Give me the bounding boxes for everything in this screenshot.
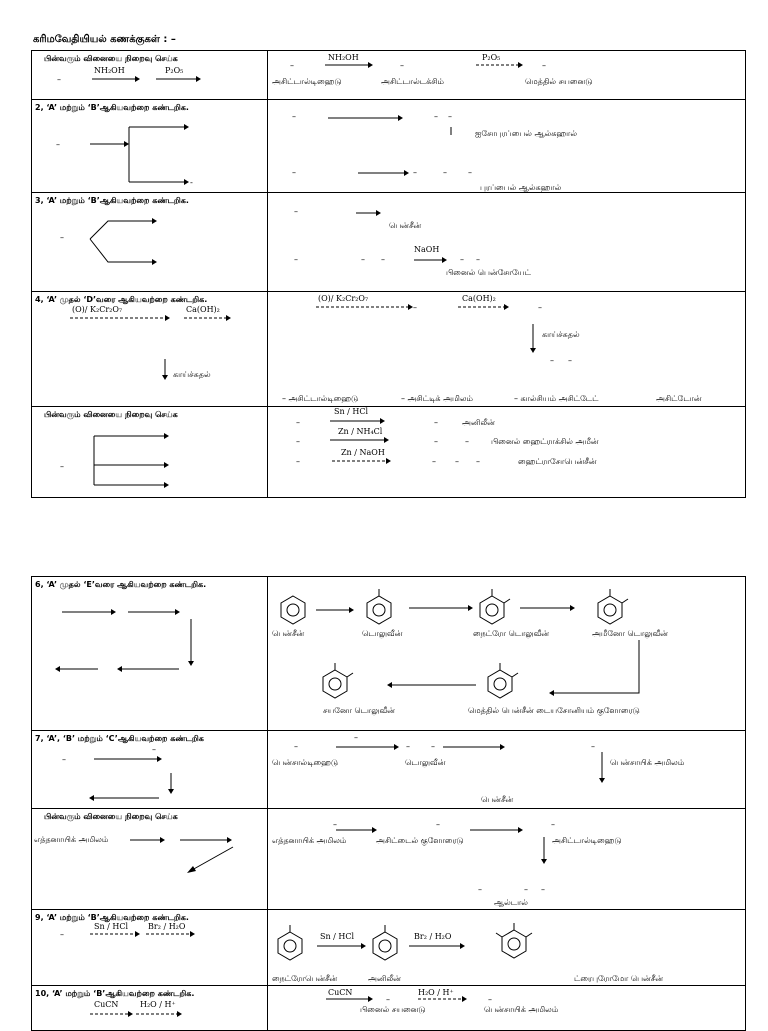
reagent-sn-hcl: Sn / HCl bbox=[334, 407, 369, 416]
reagent-dichromate: (O)/ K₂Cr₂O₇ bbox=[72, 305, 123, 314]
question-1-row: பின்வரும் வினையை நிறைவு செய்க NH₂OH P₂O₅ – NH₂OH P₂O₅ – – – அசிட்டால்டிஹைடு அசிட்டால்டக்சிம் மெத்தில் சயனைடு bbox=[32, 51, 746, 100]
question-2-row: 2, ‘A’ மற்றும் ‘B’ஆகியவற்றை கண்டறிக. – - – – – ஐசோபுரப்பைல் ஆல்கஹால் – – – – புரப்பைல் ஆல்கஹால் bbox=[32, 100, 746, 193]
reagent-caoh2: Ca(OH)₂ bbox=[462, 294, 496, 303]
toluene: டொலுவீன் bbox=[362, 629, 403, 638]
question-6-row bbox=[32, 577, 746, 731]
phenyl-cyanide: பினைல் சயனைடு bbox=[360, 1005, 426, 1014]
question-1-label: பின்வரும் வினையை நிறைவு செய்க bbox=[44, 54, 178, 63]
reagent-caoh2: Ca(OH)₂ bbox=[186, 305, 220, 314]
benzene-structure bbox=[281, 596, 305, 624]
acetaldehyde: – அசிட்டால்டிஹைடு bbox=[282, 394, 359, 403]
question-10-row: 10, ‘A’ மற்றும் ‘B’ஆகியவற்றை கண்டறிக. CuCN H₂O / H⁺ CuCN H₂O / H⁺ – – பினைல் சயனைடு பென்சாயிக் அமிலம் bbox=[32, 986, 746, 1031]
aminotoluene-structure bbox=[598, 589, 628, 624]
diazonium-structure bbox=[488, 663, 518, 698]
question-9-label: 9, ‘A’ மற்றும் ‘B’ஆகியவற்றை கண்டறிக. bbox=[35, 913, 189, 922]
tribromobenzene: ட்ரைபுரோமோ பென்சீன் bbox=[574, 974, 663, 983]
benzoic-acid: பென்சாயிக் அமிலம் bbox=[610, 758, 685, 767]
problem-table-1 bbox=[31, 50, 746, 498]
reagent-p2o5: P₂O₅ bbox=[482, 53, 501, 62]
question-8-label: பின்வரும் வினையை நிறைவு செய்க bbox=[44, 812, 178, 821]
aniline: அனிலீன் bbox=[368, 974, 401, 983]
question-3-row: 3, ‘A’ மற்றும் ‘B’ஆகியவற்றை கண்டறிக. – – பென்சீன் NaOH – – – – – பினைல் பென்சோயேட் bbox=[32, 193, 746, 292]
benzene: பென்சீன் bbox=[272, 629, 305, 638]
acetic-acid: – அசிட்டிக் அமிலம் bbox=[401, 394, 473, 403]
question-5-row: பின்வரும் வினையை நிறைவு செய்க – Sn / HCl Zn / NH₄Cl Zn / NaOH – – அனிலீன் – – – பினைல் ஹைட்ராக்சில் அமீன் – – – – ஹைட்ராசோபென்சீன் bbox=[32, 407, 746, 498]
arrows bbox=[32, 51, 268, 99]
reagent-nh2oh: NH₂OH bbox=[328, 53, 359, 62]
nitrobenzene: நைட்ரோபென்சீன் bbox=[272, 974, 338, 983]
reagent-br2-h2o: Br₂ / H₂O bbox=[148, 922, 186, 931]
phenyl-benzoate: பினைல் பென்சோயேட் bbox=[446, 268, 531, 277]
question-2-label: 2, ‘A’ மற்றும் ‘B’ஆகியவற்றை கண்டறிக. bbox=[35, 103, 189, 112]
heat-label: காய்ச்சுதல் bbox=[542, 330, 580, 339]
cyanotoluene-structure bbox=[323, 663, 353, 698]
reagent-cucn: CuCN bbox=[328, 988, 353, 997]
toluene-structure bbox=[367, 589, 391, 624]
reagent-p2o5: P₂O₅ bbox=[165, 66, 184, 75]
isopropyl-alcohol: ஐசோபுரப்பைல் ஆல்கஹால் bbox=[475, 129, 577, 138]
methylbenzene-diazonium-chloride: மெத்தில் பென்சீன் டையசோனியம் குளோரைடு bbox=[468, 706, 640, 715]
question-5-label: பின்வரும் வினையை நிறைவு செய்க bbox=[44, 410, 178, 419]
question-9-row: 9, ‘A’ மற்றும் ‘B’ஆகியவற்றை கண்டறிக. Sn / HCl Br₂ / H₂O – Sn / HCl Br₂ / H₂O நைட்ரோபென்சீன் அனிலீன் ட்ரைபுரோமோ பென்சீன் bbox=[32, 910, 746, 986]
reagent-h2o-h: H₂O / H⁺ bbox=[140, 1000, 176, 1009]
question-6-label: 6, ‘A’ முதல் ‘E’வரை ஆகியவற்றை கண்டறிக. bbox=[35, 580, 207, 589]
calcium-acetate: – கால்சியம் அசிட்டேட் bbox=[514, 394, 599, 403]
methyl-cyanide: மெத்தில் சயனைடு bbox=[525, 77, 593, 86]
benzene: பென்சீன் bbox=[481, 795, 514, 804]
benzene: பென்சீன் bbox=[389, 221, 422, 230]
acetaldehyde: அசிட்டால்டிஹைடு bbox=[552, 836, 622, 845]
aniline-structure bbox=[373, 925, 397, 960]
question-7-label: 7, ‘A’, ‘B’ மற்றும் ‘C’ஆகியவற்றை கண்டறிக bbox=[35, 734, 204, 743]
phenyl-hydroxylamine: பினைல் ஹைட்ராக்சில் அமீன் bbox=[491, 437, 599, 446]
reagent-h2o-h: H₂O / H⁺ bbox=[418, 988, 454, 997]
acetaldoxime: அசிட்டால்டக்சிம் bbox=[381, 77, 444, 86]
reagent-nh2oh: NH₂OH bbox=[94, 66, 125, 75]
aniline: அனிலீன் bbox=[462, 418, 495, 427]
aldol: ஆல்டால் bbox=[494, 898, 528, 907]
acetaldehyde: அசிட்டால்டிஹைடு bbox=[272, 77, 342, 86]
reagent-zn-nh4cl: Zn / NH₄Cl bbox=[338, 427, 383, 436]
question-4-row: 4, ‘A’ முதல் ‘D’வரை ஆகியவற்றை கண்டறிக. (O)/ K₂Cr₂O₇ Ca(OH)₂ காய்ச்சுதல் (O)/ K₂Cr₂O₇ Ca(OH)₂ – – காய்ச்சுதல் – – – அசிட்டால்டிஹைடு – அசிட்டிக் அமிலம் – கால்சியம் அசிட்டேட் அசிட்டோன் bbox=[32, 292, 746, 407]
nitrobenzene-structure bbox=[278, 925, 302, 960]
question-10-label: 10, ‘A’ மற்றும் ‘B’ஆகியவற்றை கண்டறிக. bbox=[35, 989, 195, 998]
toluene: டொலுவீன் bbox=[405, 758, 446, 767]
nitrotoluene-structure bbox=[480, 589, 510, 624]
ethanoic-acid-start: எத்தனாயிக் அமிலம் bbox=[34, 835, 109, 844]
nitrotoluene: நைட்ரோ டொலுவீன் bbox=[473, 629, 550, 638]
hydrazobenzene: ஹைட்ராசோபென்சீன் bbox=[518, 457, 597, 466]
reagent-zn-naoh: Zn / NaOH bbox=[341, 448, 385, 457]
question-4-label: 4, ‘A’ முதல் ‘D’வரை ஆகியவற்றை கண்டறிக. bbox=[35, 295, 208, 304]
benzaldehyde: பென்சால்டிஹைடு bbox=[272, 758, 339, 767]
acetone: அசிட்டோன் bbox=[656, 394, 702, 403]
aminotoluene: அமீனோ டொலுவீன் bbox=[592, 629, 668, 638]
question-7-row: 7, ‘A’, ‘B’ மற்றும் ‘C’ஆகியவற்றை கண்டறிக – – – – – – – பென்சால்டிஹைடு டொலுவீன் பென்சாயிக் அமிலம் பென்சீன் bbox=[32, 731, 746, 809]
reagent-sn-hcl: Sn / HCl bbox=[320, 932, 355, 941]
cyanotoluene: சயனோ டொலுவீன் bbox=[323, 706, 395, 715]
reagent-br2-h2o: Br₂ / H₂O bbox=[414, 932, 452, 941]
reagent-cucn: CuCN bbox=[94, 1000, 119, 1009]
heat-label: காய்ச்சுதல் bbox=[173, 370, 211, 379]
question-3-label: 3, ‘A’ மற்றும் ‘B’ஆகியவற்றை கண்டறிக. bbox=[35, 196, 189, 205]
benzoic-acid: பென்சாயிக் அமிலம் bbox=[484, 1005, 559, 1014]
ethanoic-acid: எத்தனாயிக் அமிலம் bbox=[272, 836, 347, 845]
reagent-dichromate: (O)/ K₂Cr₂O₇ bbox=[318, 294, 369, 303]
reagent-sn-hcl: Sn / HCl bbox=[94, 922, 129, 931]
page-title: கரிமவேதியியல் கணக்குகள் : – bbox=[33, 34, 176, 45]
propyl-alcohol: புரப்பைல் ஆல்கஹால் bbox=[480, 183, 562, 192]
problem-table-2 bbox=[31, 576, 746, 1031]
question-8-row: பின்வரும் வினையை நிறைவு செய்க எத்தனாயிக் அமிலம் – – – எத்தனாயிக் அமிலம் அசிட்டைல் குளோரைடு அசிட்டால்டிஹைடு – – – ஆல்டால் bbox=[32, 809, 746, 910]
aniline-bromination-scheme bbox=[268, 910, 746, 985]
reagent-naoh: NaOH bbox=[414, 245, 440, 254]
acetyl-chloride: அசிட்டைல் குளோரைடு bbox=[376, 836, 464, 845]
tribromobenzene-structure bbox=[496, 923, 532, 958]
